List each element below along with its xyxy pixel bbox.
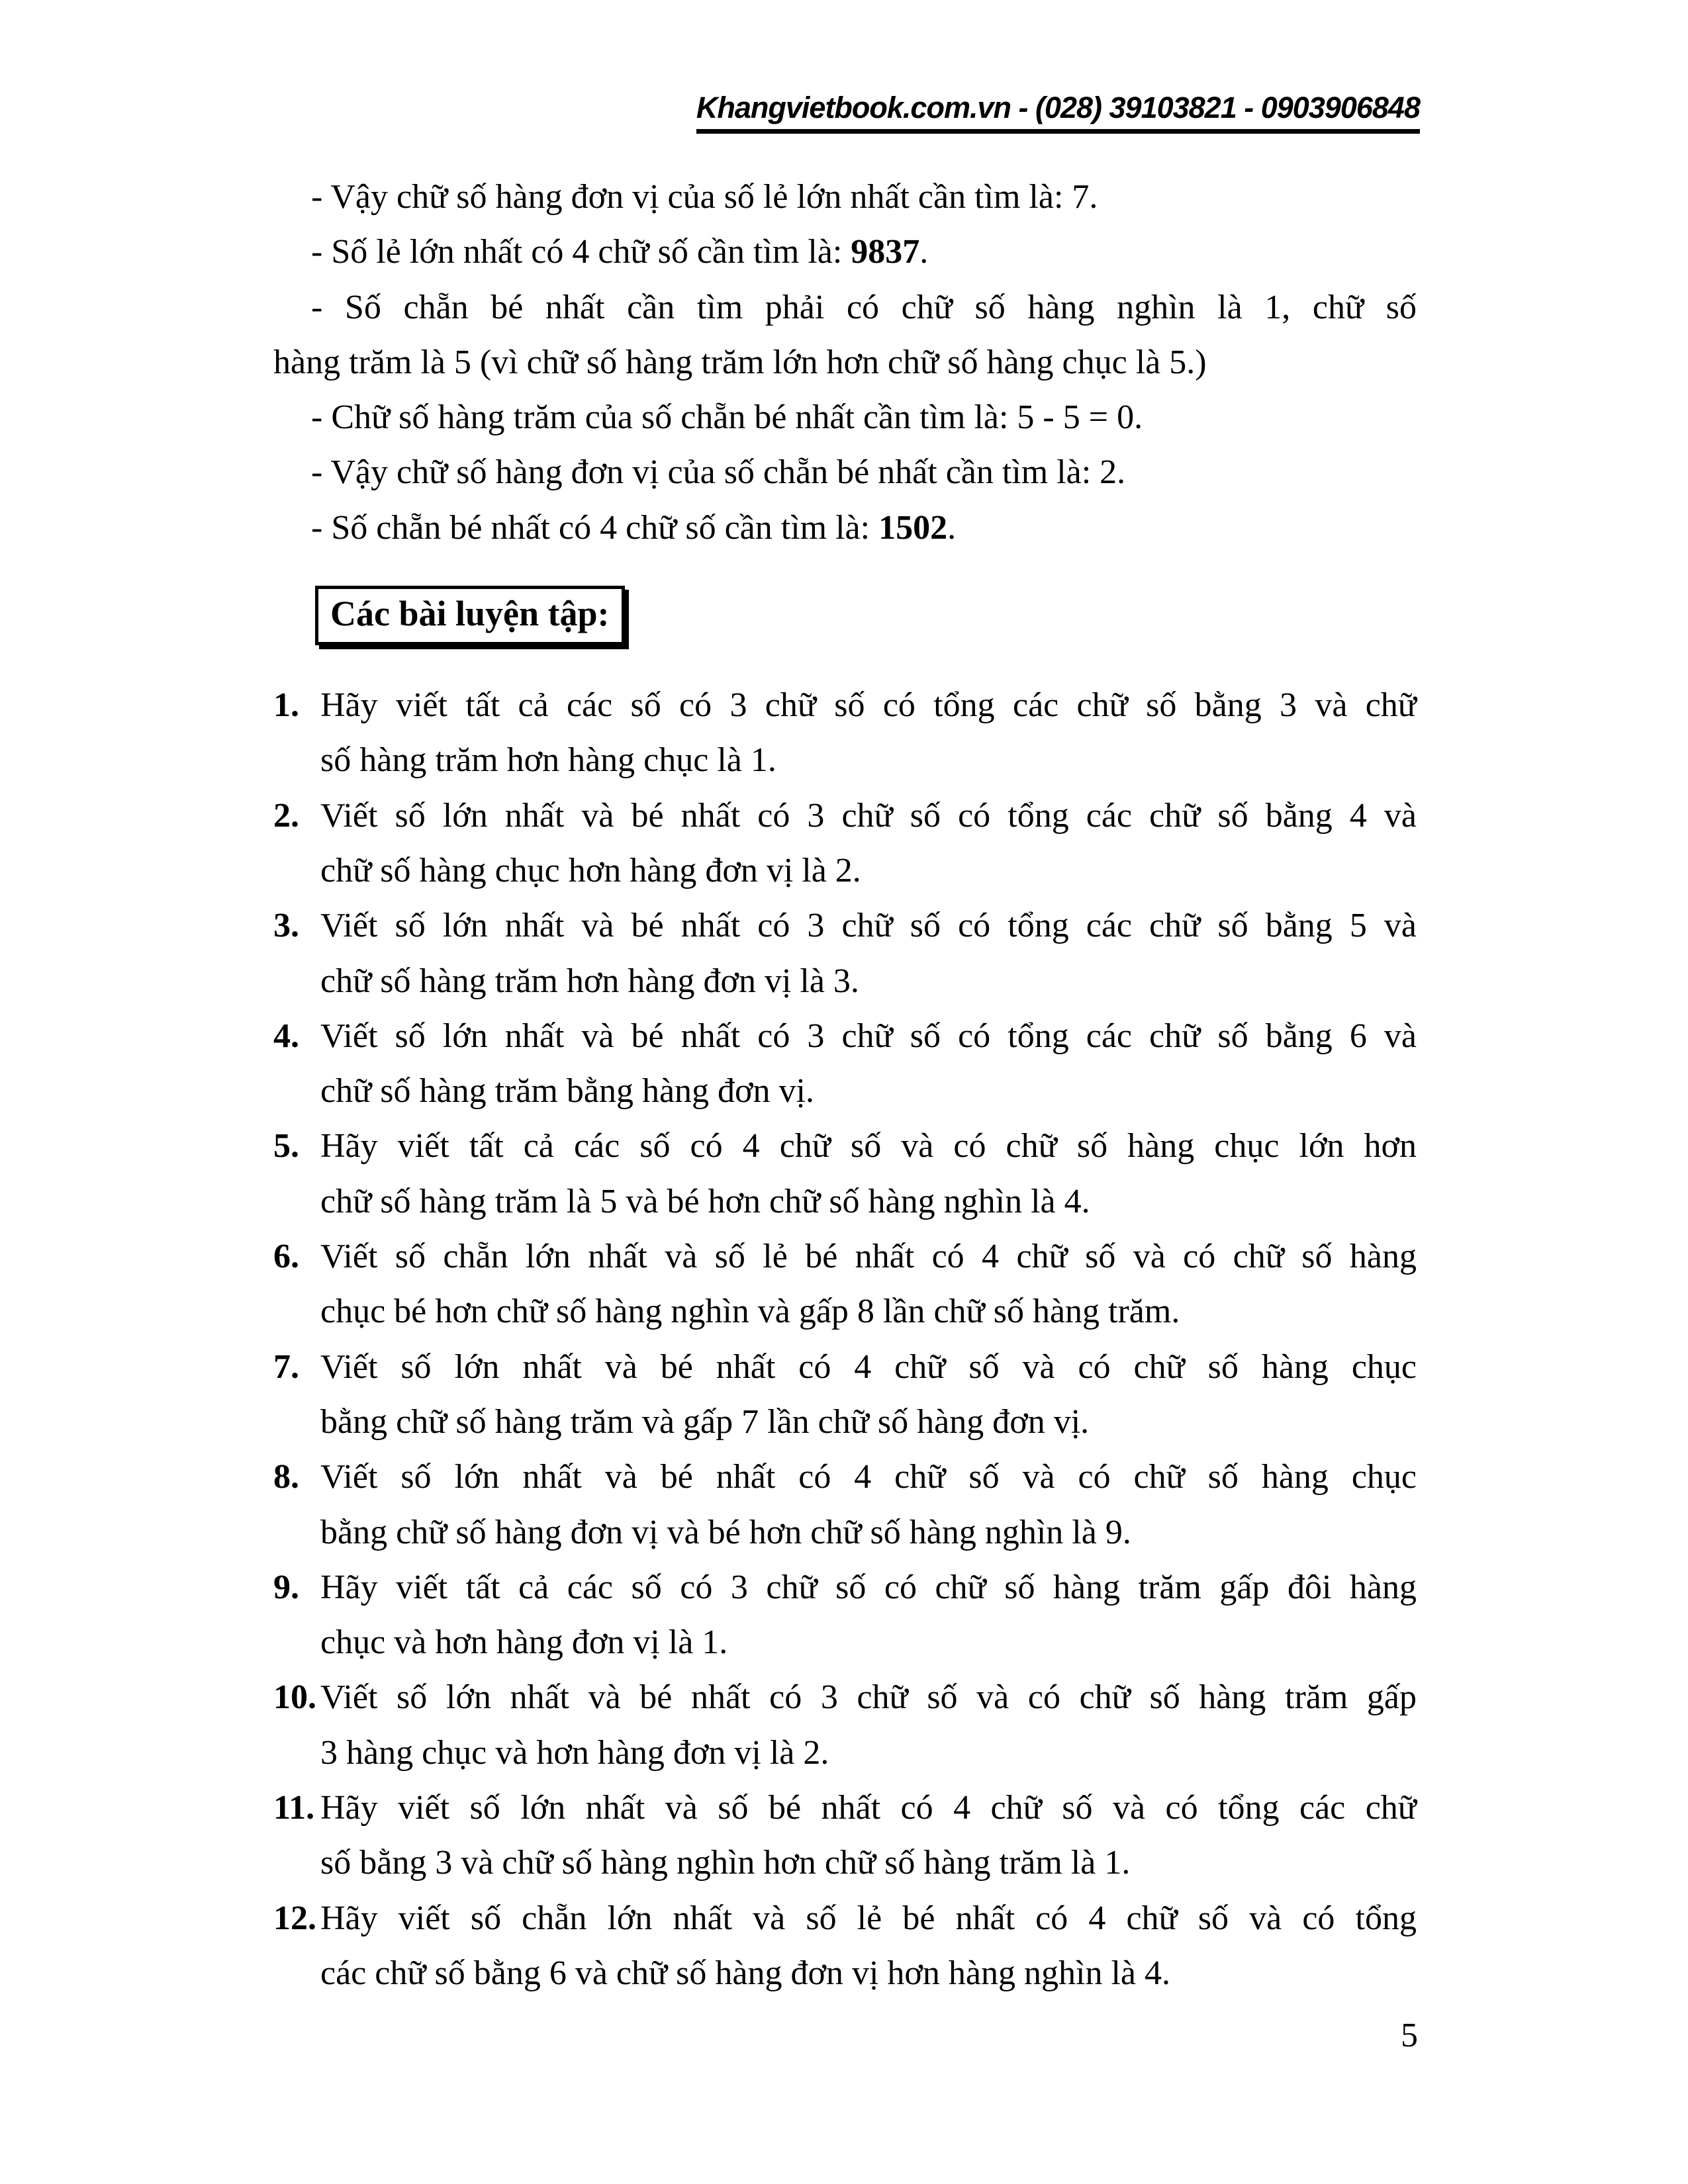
solution-line: - Số chẵn bé nhất cần tìm phải có chữ số hàng nghìn là 1, chữ số bbox=[311, 288, 1417, 326]
exercise-line: chục bé hơn chữ số hàng nghìn và gấp 8 lần chữ số hàng trăm. bbox=[320, 1293, 1180, 1331]
solution-text: - Vậy chữ số hàng đơn vị của số chẵn bé nhất cần tìm là: 2. bbox=[311, 453, 1126, 492]
bold-number: 1502 bbox=[878, 508, 948, 547]
exercise-line: chữ số hàng chục hơn hàng đơn vị là 2. bbox=[320, 851, 861, 889]
exercise-line: số bằng 3 và chữ số hàng nghìn hơn chữ số hàng trăm là 1. bbox=[320, 1844, 1131, 1882]
solution-paragraph bbox=[273, 390, 1417, 445]
solution-text: - Số lẻ lớn nhất có 4 chữ số cần tìm là: bbox=[311, 233, 851, 271]
exercise-line: chữ số hàng trăm là 5 và bé hơn chữ số hàng nghìn là 4. bbox=[320, 1182, 1090, 1220]
exercise-line: Viết số lớn nhất và bé nhất có 3 chữ số có tổng các chữ số bằng 5 và bbox=[320, 907, 1417, 945]
exercise-line: Hãy viết số lớn nhất và số bé nhất có 4 chữ số và có tổng các chữ bbox=[320, 1789, 1417, 1827]
exercise-number: 12. bbox=[273, 1899, 316, 1937]
page-header-title: Khangvietbook.com.vn - (028) 39103821 - 0903906848 bbox=[696, 91, 1420, 134]
exercise-list bbox=[273, 678, 1417, 2001]
solution-text: - Chữ số hàng trăm của số chẵn bé nhất cần tìm là: 5 - 5 = 0. bbox=[311, 398, 1143, 437]
solution-paragraph bbox=[273, 224, 1417, 279]
exercise-number: 8. bbox=[273, 1458, 299, 1496]
exercise-number: 7. bbox=[273, 1347, 299, 1386]
exercise-line: chữ số hàng trăm bằng hàng đơn vị. bbox=[320, 1072, 814, 1111]
exercise-number: 2. bbox=[273, 796, 299, 835]
exercise-number: 10. bbox=[273, 1678, 316, 1717]
solution-paragraph bbox=[273, 500, 1417, 555]
exercise-item bbox=[273, 1891, 1417, 2001]
solution-text: . bbox=[919, 233, 929, 271]
exercise-item bbox=[273, 1560, 1417, 1670]
exercise-item bbox=[273, 1009, 1417, 1119]
exercise-line: Viết số lớn nhất và bé nhất có 3 chữ số và có chữ số hàng trăm gấp bbox=[320, 1678, 1417, 1717]
exercise-item bbox=[273, 1118, 1417, 1229]
exercise-line: Viết số chẵn lớn nhất và số lẻ bé nhất có 4 chữ số và có chữ số hàng bbox=[320, 1238, 1417, 1276]
exercise-item bbox=[273, 1229, 1417, 1340]
page-number: 5 bbox=[1401, 2017, 1418, 2054]
exercise-heading-wrap bbox=[273, 586, 1417, 678]
solution-text: - Số chẵn bé nhất có 4 chữ số cần tìm là: bbox=[311, 508, 879, 547]
solution-paragraph bbox=[273, 169, 1417, 224]
exercise-line: Hãy viết tất cả các số có 3 chữ số có chữ số hàng trăm gấp đôi hàng bbox=[320, 1568, 1417, 1606]
exercise-line: Hãy viết số chẵn lớn nhất và số lẻ bé nhất có 4 chữ số và có tổng bbox=[320, 1899, 1417, 1937]
solution-text: . bbox=[947, 508, 957, 547]
solution-paragraph bbox=[273, 445, 1417, 500]
exercise-line: Viết số lớn nhất và bé nhất có 3 chữ số có tổng các chữ số bằng 6 và bbox=[320, 1017, 1417, 1055]
solution-text: - Vậy chữ số hàng đơn vị của số lẻ lớn nhất cần tìm là: 7. bbox=[311, 178, 1098, 216]
exercise-number: 4. bbox=[273, 1017, 299, 1055]
exercise-line: bằng chữ số hàng đơn vị và bé hơn chữ số hàng nghìn là 9. bbox=[320, 1513, 1131, 1551]
exercise-number: 5. bbox=[273, 1127, 299, 1165]
solution-paragraph bbox=[273, 280, 1417, 390]
exercise-item bbox=[273, 788, 1417, 899]
exercise-item bbox=[273, 1670, 1417, 1780]
exercise-item bbox=[273, 1340, 1417, 1450]
exercise-number: 9. bbox=[273, 1568, 299, 1606]
exercise-line: bằng chữ số hàng trăm và gấp 7 lần chữ số hàng đơn vị. bbox=[320, 1402, 1090, 1441]
exercise-line: Hãy viết tất cả các số có 4 chữ số và có chữ số hàng chục lớn hơn bbox=[320, 1127, 1417, 1165]
exercise-item bbox=[273, 1780, 1417, 1891]
exercise-heading-box: Các bài luyện tập: bbox=[315, 586, 625, 645]
exercise-line: Viết số lớn nhất và bé nhất có 4 chữ số và có chữ số hàng chục bbox=[320, 1458, 1417, 1496]
exercise-item bbox=[273, 678, 1417, 788]
exercise-line: 3 hàng chục và hơn hàng đơn vị là 2. bbox=[320, 1733, 829, 1772]
exercise-number: 3. bbox=[273, 907, 299, 945]
bold-number: 9837 bbox=[851, 233, 920, 271]
exercise-line: Hãy viết tất cả các số có 3 chữ số có tổng các chữ số bằng 3 và chữ bbox=[320, 686, 1417, 725]
page-content bbox=[273, 169, 1417, 2001]
exercise-line: chữ số hàng trăm hơn hàng đơn vị là 3. bbox=[320, 962, 859, 1000]
solution-section bbox=[273, 169, 1417, 555]
exercise-line: Viết số lớn nhất và bé nhất có 4 chữ số và có chữ số hàng chục bbox=[320, 1347, 1417, 1386]
exercise-line: chục và hơn hàng đơn vị là 1. bbox=[320, 1623, 728, 1662]
exercise-number: 6. bbox=[273, 1238, 299, 1276]
exercise-item bbox=[273, 898, 1417, 1009]
exercise-item bbox=[273, 1449, 1417, 1560]
solution-line: hàng trăm là 5 (vì chữ số hàng trăm lớn hơn chữ số hàng chục là 5.) bbox=[273, 343, 1207, 381]
exercise-number: 11. bbox=[273, 1789, 315, 1827]
exercise-number: 1. bbox=[273, 686, 299, 725]
exercise-line: Viết số lớn nhất và bé nhất có 3 chữ số có tổng các chữ số bằng 4 và bbox=[320, 796, 1417, 835]
exercise-line: các chữ số bằng 6 và chữ số hàng đơn vị hơn hàng nghìn là 4. bbox=[320, 1954, 1170, 1992]
exercise-line: số hàng trăm hơn hàng chục là 1. bbox=[320, 741, 776, 780]
